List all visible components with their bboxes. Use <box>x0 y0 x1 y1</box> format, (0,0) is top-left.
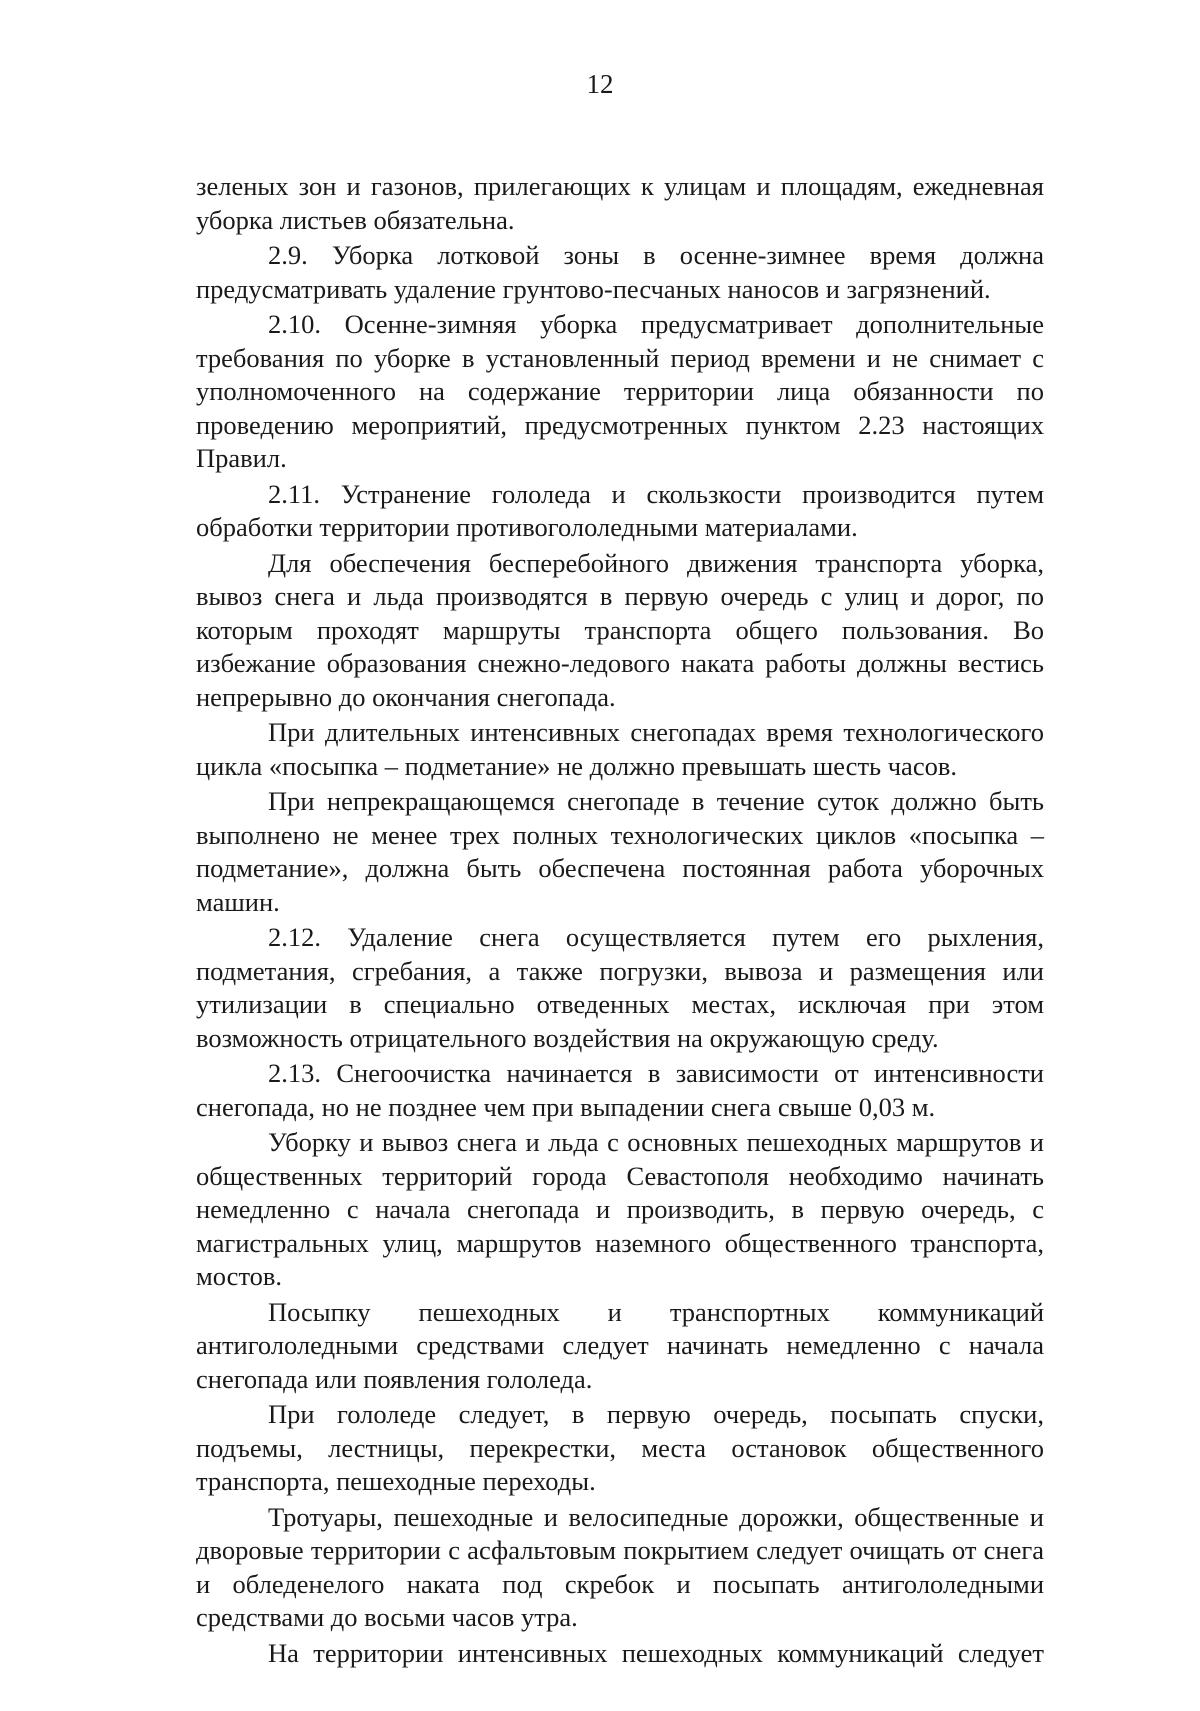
paragraph: 2.13. Снегоочистка начинается в зависимости от интенсивности снегопада, но не позднее чем при выпадении снега свыше 0,03 м. <box>196 1058 1044 1122</box>
page-number: 12 <box>586 69 614 99</box>
paragraph: зеленых зон и газонов, прилегающих к улицам и площадям, ежедневная уборка листьев обязательна. <box>196 171 1044 235</box>
paragraph: Для обеспечения бесперебойного движения транспорта уборка, вывоз снега и льда производятся в первую очередь с улиц и дорог, по которым проходят маршруты транспорта общего пользования. Во избежание образования снежно-ледового наката работы должны вестись непрерывно до окончания снегопада. <box>196 547 1044 712</box>
paragraph: 2.11. Устранение гололеда и скользкости производится путем обработки территории противогололедными материалами. <box>196 478 1044 542</box>
paragraph: 2.10. Осенне-зимняя уборка предусматривает дополнительные требования по уборке в установленный период времени и не снимает с уполномоченного на содержание территории лица обязанности по проведению мероприятий, предусмотренных пунктом 2.23 настоящих Правил. <box>196 309 1044 473</box>
paragraph: 2.9. Уборка лотковой зоны в осенне-зимнее время должна предусматривать удаление грунтово-песчаных наносов и загрязнений. <box>196 240 1044 304</box>
document-body <box>196 170 1044 1672</box>
paragraph: Тротуары, пешеходные и велосипедные дорожки, общественные и дворовые территории с асфальтовым покрытием следует очищать от снега и обледенелого наката под скребок и посыпать антигололедными средствами до восьми часов утра. <box>196 1501 1044 1632</box>
paragraph: Уборку и вывоз снега и льда с основных пешеходных маршрутов и общественных территорий города Севастополя необходимо начинать немедленно с начала снегопада и производить, в первую очередь, с магистральных улиц, маршрутов наземного общественного транспорта, мостов. <box>196 1127 1044 1291</box>
paragraph: При гололеде следует, в первую очередь, посыпать спуски, подъемы, лестницы, перекрестки, места остановок общественного транспорта, пешеходные переходы. <box>196 1399 1044 1496</box>
paragraph: На территории интенсивных пешеходных коммуникаций следует <box>268 1637 1044 1668</box>
paragraph: Посыпку пешеходных и транспортных коммуникаций антигололедными средствами следует начинать немедленно с начала снегопада или появления гололеда. <box>196 1296 1044 1394</box>
paragraph: При длительных интенсивных снегопадах время технологического цикла «посыпка – подметание» не должно превышать шесть часов. <box>196 717 1044 781</box>
paragraph: 2.12. Удаление снега осуществляется путем его рыхления, подметания, сгребания, а также погрузки, вывоза и размещения или утилизации в специально отведенных местах, исключая при этом возможность отрицательного воздействия на окружающую среду. <box>196 922 1044 1053</box>
paragraph: При непрекращающемся снегопаде в течение суток должно быть выполнено не менее трех полных технологических циклов «посыпка – подметание», должна быть обеспечена постоянная работа уборочных машин. <box>196 786 1044 917</box>
